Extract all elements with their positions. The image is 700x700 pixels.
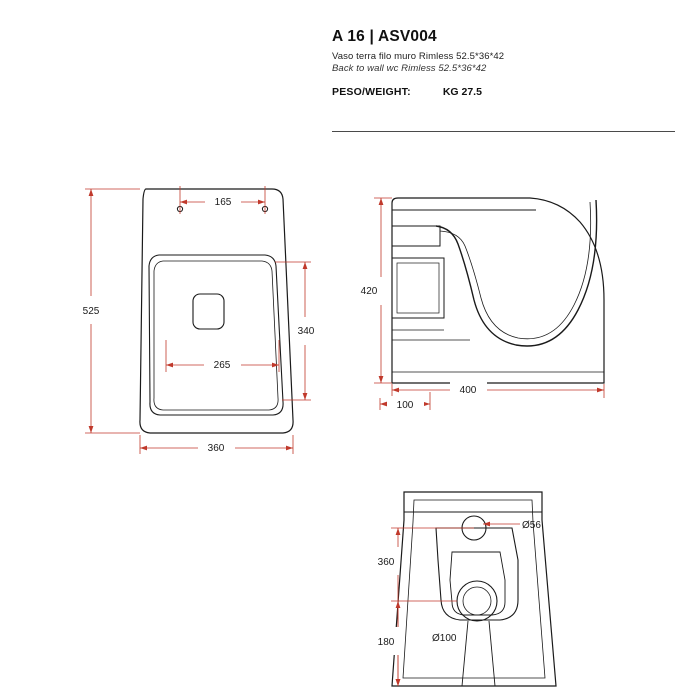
dimension-165 <box>180 186 265 214</box>
dimension-165-label: 165 <box>214 197 232 208</box>
dimension-265-label: 265 <box>213 360 231 371</box>
back-view-group <box>373 492 556 686</box>
side-waste-box <box>392 258 444 318</box>
dimension-420 <box>356 198 392 383</box>
product-description-en: Back to wall wc Rimless 52.5*36*42 <box>332 63 487 74</box>
seat-inner-outline <box>149 255 283 415</box>
top-view-group <box>78 186 319 455</box>
dimension-525-label: 525 <box>82 306 100 317</box>
dimension-100 <box>380 392 430 412</box>
side-bowl-curve-inner <box>440 202 591 339</box>
side-waste-box-inner <box>397 263 439 313</box>
side-view-group <box>356 198 604 412</box>
dimension-d100-label: Ø100 <box>432 633 457 644</box>
side-inlet-box <box>392 226 440 246</box>
weight-label: PESO/WEIGHT: <box>332 86 411 98</box>
dimension-360-top-label: 360 <box>207 443 225 454</box>
back-skirt-line-left <box>462 621 468 686</box>
waste-hole-100-inner <box>463 587 491 615</box>
dimension-400-label: 400 <box>459 385 477 396</box>
dimension-d100 <box>432 633 457 644</box>
page-title: A 16 | ASV004 <box>332 28 437 45</box>
dimension-360-top-view <box>140 435 293 455</box>
side-bowl-curve <box>436 200 597 346</box>
dimension-340-label: 340 <box>297 326 315 337</box>
dimension-d56-label: Ø56 <box>522 520 541 531</box>
product-description-it: Vaso terra filo muro Rimless 52.5*36*42 <box>332 51 505 62</box>
back-skirt-line-right <box>489 621 495 686</box>
back-recess-outline <box>436 528 518 620</box>
seat-outer-outline <box>140 189 293 433</box>
drain-opening <box>193 294 224 329</box>
dimension-100-label: 100 <box>396 400 414 411</box>
dimension-420-label: 420 <box>360 286 378 297</box>
dimension-525 <box>78 189 140 433</box>
seat-inner-outline-secondary <box>154 261 278 410</box>
dimension-180-label: 180 <box>377 637 395 648</box>
dimension-360-back-label: 360 <box>377 557 395 568</box>
weight-value: KG 27.5 <box>442 86 482 98</box>
dimension-265 <box>166 340 279 372</box>
